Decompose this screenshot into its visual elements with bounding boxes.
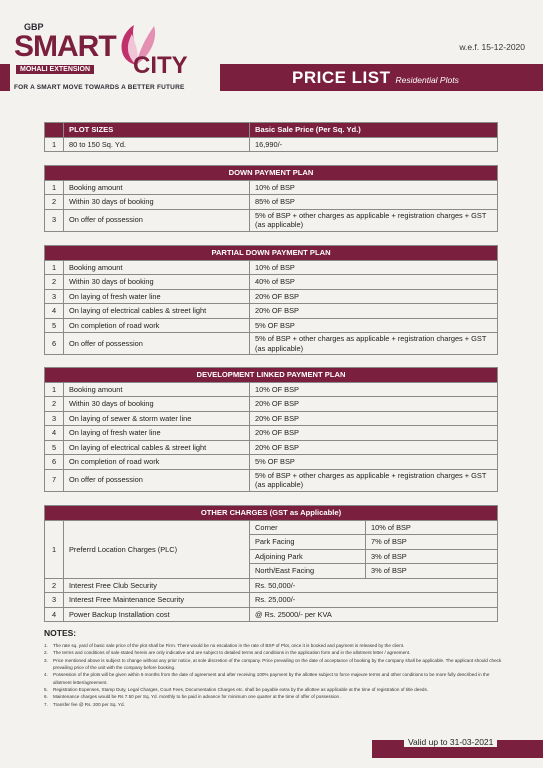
plc-item-name: North/East Facing — [250, 564, 366, 579]
row-amount: 20% OF BSP — [250, 426, 498, 441]
partial-down-payment-table — [44, 245, 498, 355]
row-stage: On completion of road work — [64, 318, 250, 333]
charge-value: Rs. 50,000/- — [250, 578, 498, 593]
note-text: Price mentioned above is subject to change without any prior notice, at sole discretion of the company. Price prevailing on the date of acceptance of booking by the company shall be applicable. The applicant should check prevailing price of the unit with the company before booking. — [53, 657, 502, 671]
row-amount: 5% of BSP + other charges as applicable + registration charges + GST (as applicable) — [250, 469, 498, 491]
row-number: 2 — [45, 195, 64, 210]
row-amount: 40% of BSP — [250, 275, 498, 290]
development-linked-table — [44, 367, 498, 492]
row-amount: 10% of BSP — [250, 260, 498, 275]
row-number: 1 — [45, 520, 64, 578]
row-number: 3 — [45, 289, 64, 304]
row-stage: On laying of fresh water line — [64, 289, 250, 304]
table-row — [45, 289, 498, 304]
row-number: 5 — [45, 318, 64, 333]
plc-item-value: 10% of BSP — [366, 520, 498, 535]
row-amount: 20% OF BSP — [250, 411, 498, 426]
table-row — [45, 397, 498, 412]
row-stage: On laying of fresh water line — [64, 426, 250, 441]
other-charges-table — [44, 505, 498, 622]
page-subtitle: Residential Plots — [395, 74, 459, 85]
row-number: 3 — [45, 593, 64, 608]
brand-city: CITY — [133, 52, 188, 79]
plc-item-name: Park Facing — [250, 535, 366, 550]
row-number: 2 — [45, 275, 64, 290]
note-text: Possession of the plots will be given within 6 months from the date of agreement and after receiving 100% payment by the allottee subject to force majeure terms and other conditions to be more fully described in the allotment letter/agreement. — [53, 672, 490, 685]
plot-size: 80 to 150 Sq. Yd. — [64, 137, 250, 152]
note-number: 5. — [44, 687, 48, 693]
note-item — [44, 693, 502, 700]
effective-date: w.e.f. 15-12-2020 — [459, 42, 525, 52]
note-item — [44, 649, 502, 656]
notes-title: NOTES: — [44, 628, 77, 638]
row-number: 2 — [45, 397, 64, 412]
charge-label: Interest Free Club Security — [64, 578, 250, 593]
table-row — [45, 411, 498, 426]
header-plot-sizes: PLOT SIZES — [64, 123, 250, 138]
table-row — [45, 304, 498, 319]
note-text: Transfer fee @ Rs. 200 per Sq. Yd. — [53, 701, 125, 707]
note-number: 6. — [44, 694, 48, 700]
table-row — [45, 260, 498, 275]
table-row — [45, 333, 498, 355]
row-number: 1 — [45, 260, 64, 275]
charge-value: Rs. 25,000/- — [250, 593, 498, 608]
row-number: 5 — [45, 440, 64, 455]
plot-price: 16,990/- — [250, 137, 498, 152]
table-row — [45, 593, 498, 608]
row-stage: Booking amount — [64, 180, 250, 195]
note-item — [44, 657, 502, 672]
table-row — [45, 578, 498, 593]
plc-item-value: 7% of BSP — [366, 535, 498, 550]
plc-item-name: Corner — [250, 520, 366, 535]
row-stage: On offer of possession — [64, 209, 250, 231]
row-number: 3 — [45, 209, 64, 231]
row-stage: Booking amount — [64, 382, 250, 397]
title-bar — [220, 64, 543, 91]
header-blank — [45, 123, 64, 138]
row-amount: 20% OF BSP — [250, 289, 498, 304]
row-number: 4 — [45, 426, 64, 441]
note-text: The rate sq. yard of basic sale price of the plot shall be Firm. There would be no escalation in the rate of BSP of Plot, once it is booked and payment is released by the client. — [53, 643, 405, 648]
plot-size-table — [44, 122, 498, 152]
note-text: Maintenance charges would be Rs 7.50 per Sq. Yd. monthly to be paid in advance for minimum one quarter at the time of offer of possession . — [53, 694, 342, 700]
table-title: PARTIAL DOWN PAYMENT PLAN — [45, 246, 498, 261]
down-payment-table — [44, 165, 498, 232]
note-number: 2. — [44, 650, 48, 656]
brand-tagline: FOR A SMART MOVE TOWARDS A BETTER FUTURE — [14, 84, 185, 91]
note-item — [44, 686, 502, 693]
row-number: 6 — [45, 455, 64, 470]
row-amount: 10% of BSP — [250, 180, 498, 195]
table-title: DOWN PAYMENT PLAN — [45, 166, 498, 181]
table-row — [45, 426, 498, 441]
table-row — [45, 137, 498, 152]
title-band-left — [0, 64, 10, 91]
row-stage: On offer of possession — [64, 333, 250, 355]
table-row — [45, 607, 498, 622]
valid-up-to: Valid up to 31-03-2021 — [404, 737, 497, 747]
note-number: 3. — [44, 657, 48, 663]
table-row — [45, 455, 498, 470]
row-stage: Booking amount — [64, 260, 250, 275]
note-number: 1. — [44, 643, 48, 648]
note-item — [44, 671, 502, 686]
table-title: DEVELOPMENT LINKED PAYMENT PLAN — [45, 368, 498, 383]
row-amount: 5% of BSP + other charges as applicable + registration charges + GST (as applicable) — [250, 333, 498, 355]
row-amount: 20% OF BSP — [250, 304, 498, 319]
brand-extension: MOHALI EXTENSION — [16, 65, 94, 74]
notes-list — [44, 642, 502, 708]
row-amount: 5% OF BSP — [250, 318, 498, 333]
note-number: 4. — [44, 672, 48, 678]
row-amount: 20% OF BSP — [250, 440, 498, 455]
row-stage: On laying of electrical cables & street light — [64, 440, 250, 455]
row-number: 4 — [45, 304, 64, 319]
row-stage: Within 30 days of booking — [64, 397, 250, 412]
table-row — [45, 440, 498, 455]
table-row — [45, 180, 498, 195]
table-title: OTHER CHARGES (GST as Applicable) — [45, 506, 498, 521]
table-row — [45, 382, 498, 397]
row-stage: On offer of possession — [64, 469, 250, 491]
note-number: 7. — [44, 701, 48, 707]
table-row — [45, 469, 498, 491]
row-number: 2 — [45, 578, 64, 593]
row-number: 4 — [45, 607, 64, 622]
plc-label: Preferrd Location Charges (PLC) — [64, 520, 250, 578]
brand-smart: SMART — [14, 30, 116, 63]
note-text: The terms and conditions of sale stated herein are only indicative and are subject to detailed terms and conditions in the application form and in the allotment letter / agreement. — [53, 650, 411, 656]
table-row — [45, 318, 498, 333]
table-row — [45, 275, 498, 290]
row-number: 1 — [45, 137, 64, 152]
row-number: 7 — [45, 469, 64, 491]
plc-item-value: 3% of BSP — [366, 564, 498, 579]
table-row — [45, 195, 498, 210]
row-number: 3 — [45, 411, 64, 426]
gbp-logo: GBP — [24, 22, 44, 32]
note-text: Registration Expenses, Stamp Duty, Legal Charges, Court Fees, Documentation Charges etc. shall be payable extra by the allottee as applicable at the time of registration of title deeds. — [53, 687, 429, 693]
row-amount: 10% OF BSP — [250, 382, 498, 397]
row-number: 1 — [45, 180, 64, 195]
note-item — [44, 701, 502, 708]
note-item — [44, 642, 502, 649]
row-amount: 5% of BSP + other charges as applicable + registration charges + GST (as applicable) — [250, 209, 498, 231]
row-number: 1 — [45, 382, 64, 397]
row-stage: Within 30 days of booking — [64, 195, 250, 210]
charge-value: @ Rs. 25000/- per KVA — [250, 607, 498, 622]
table-row — [45, 209, 498, 231]
row-stage: On completion of road work — [64, 455, 250, 470]
row-number: 6 — [45, 333, 64, 355]
row-stage: On laying of sewer & storm water line — [64, 411, 250, 426]
charge-label: Interest Free Maintenance Security — [64, 593, 250, 608]
charge-label: Power Backup Installation cost — [64, 607, 250, 622]
table-row — [45, 520, 498, 535]
header-basic-price: Basic Sale Price (Per Sq. Yd.) — [250, 123, 498, 138]
plc-item-name: Adjoining Park — [250, 549, 366, 564]
plc-item-value: 3% of BSP — [366, 549, 498, 564]
row-stage: Within 30 days of booking — [64, 275, 250, 290]
row-stage: On laying of electrical cables & street light — [64, 304, 250, 319]
row-amount: 85% of BSP — [250, 195, 498, 210]
row-amount: 5% OF BSP — [250, 455, 498, 470]
page-title: PRICE LIST — [292, 67, 391, 87]
row-amount: 20% OF BSP — [250, 397, 498, 412]
